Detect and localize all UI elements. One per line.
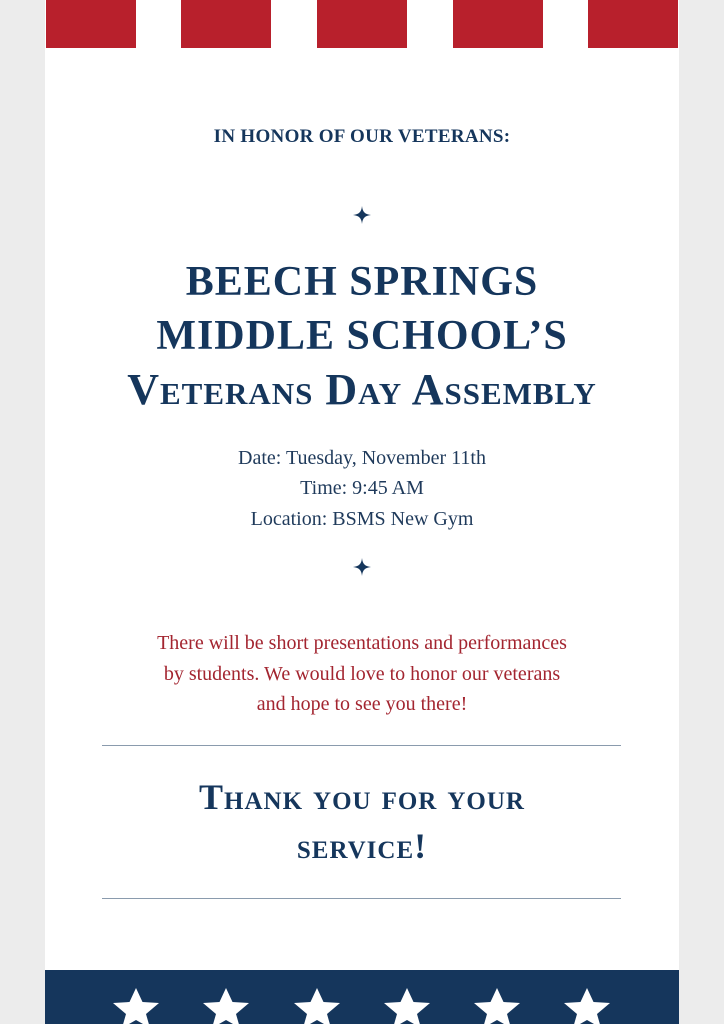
title-line-2: MIDDLE SCHOOL’S (156, 313, 568, 359)
description-line-3: and hope to see you there! (256, 693, 468, 715)
star-icon (470, 988, 524, 1024)
star-icon (290, 988, 344, 1024)
title-line-3: Veterans Day Assembly (127, 365, 597, 414)
thanks-line-1: Thank you for your (199, 777, 525, 817)
divider (102, 898, 621, 899)
honor-subtitle: IN HONOR OF OUR VETERANS: (213, 126, 511, 147)
sparkle-icon (352, 557, 372, 577)
divider (102, 745, 621, 746)
event-location: Location: BSMS New Gym (250, 508, 474, 530)
title-line-1: BEECH SPRINGS (185, 259, 539, 305)
bottom-flag-band (45, 970, 679, 1024)
description-line-1: There will be short presentations and performances (157, 632, 567, 654)
description-line-2: by students. We would love to honor our veterans (163, 663, 561, 685)
star-icon (109, 988, 163, 1024)
flyer-page (45, 0, 679, 1024)
star-icon (380, 988, 434, 1024)
red-stripe (453, 0, 543, 48)
event-date: Date: Tuesday, November 11th (238, 447, 486, 469)
red-stripe (588, 0, 678, 48)
top-flag-stripes (45, 0, 679, 48)
red-stripe (46, 0, 136, 48)
thanks-line-2: service! (296, 826, 428, 866)
red-stripe (181, 0, 271, 48)
red-stripe (317, 0, 407, 48)
star-icon (199, 988, 253, 1024)
event-time: Time: 9:45 AM (300, 477, 424, 499)
sparkle-icon (352, 205, 372, 225)
star-icon (560, 988, 614, 1024)
